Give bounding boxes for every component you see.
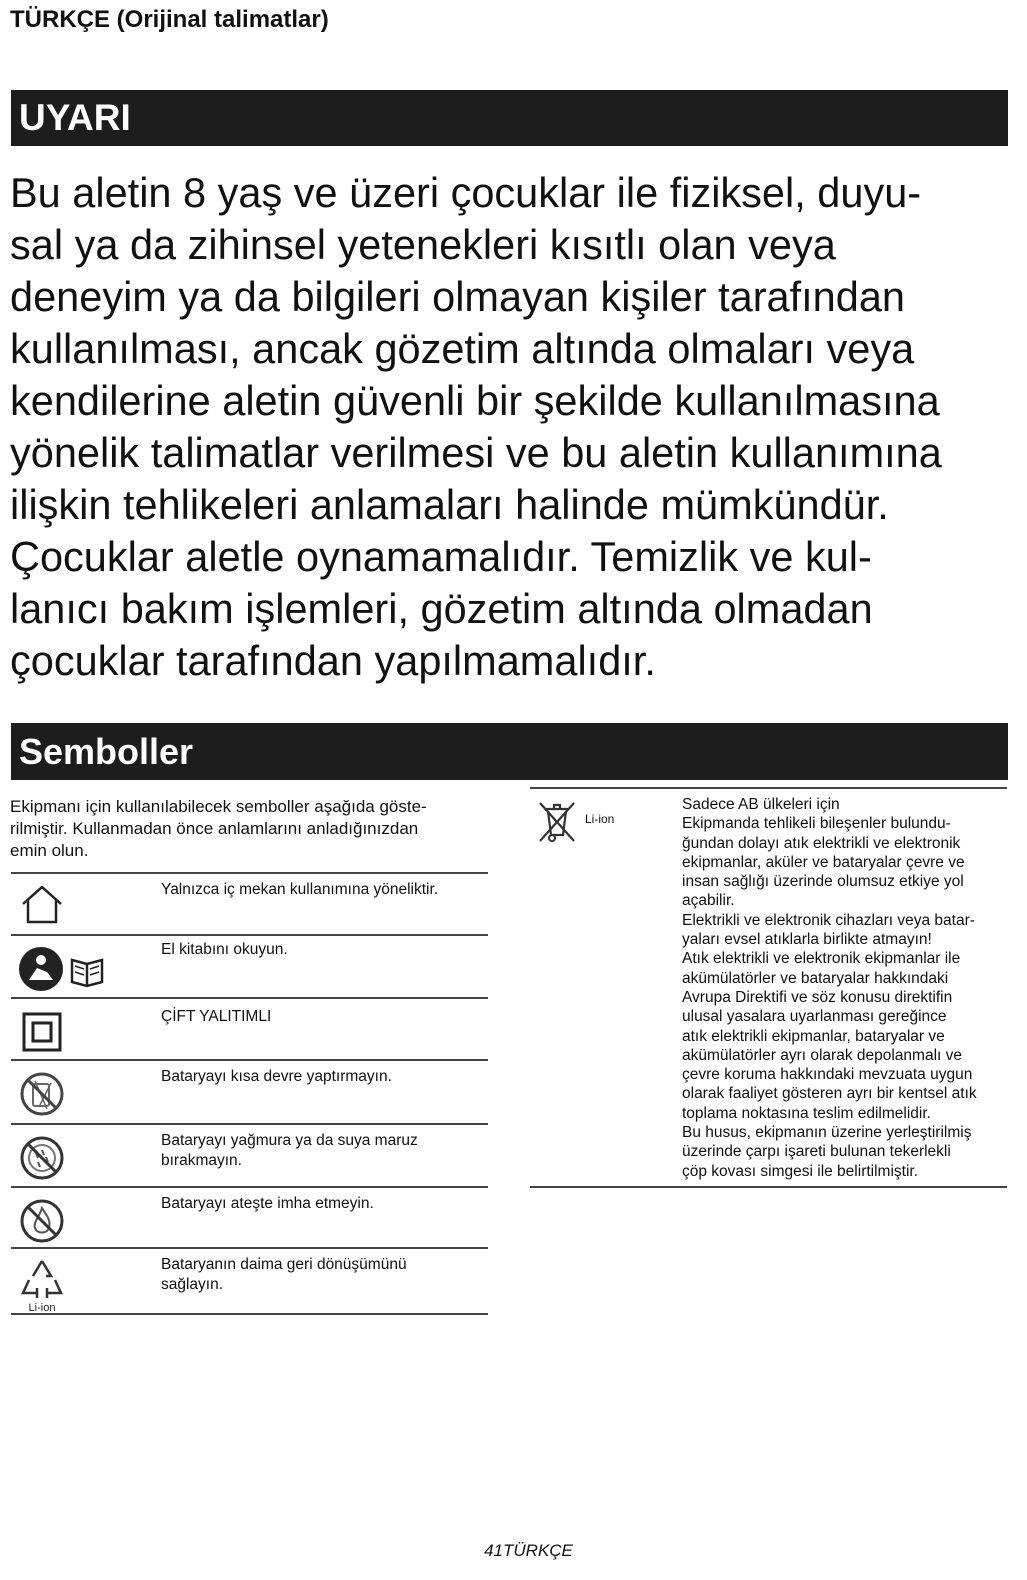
symbol-row-fire bbox=[11, 1186, 488, 1247]
symbol-row-recycle bbox=[11, 1247, 488, 1313]
read-manual-icon bbox=[17, 944, 117, 994]
symbols-intro: Ekipmanı için kullanılabilecek semboller aşağıda göste- rilmiştir. Kullanmadan önce anlamlarını anladığınızdan emin olun. bbox=[10, 797, 427, 860]
double-insulation-icon bbox=[17, 1007, 67, 1057]
eu-disposal-text: Sadece AB ülkeleri için Ekipmanda tehlikeli bileşenler bulundu- ğundan dolayı atık elektrikli ve elektronik ekipmanlar, aküler ve bataryalar çevre ve insan sağlığı üzerinde olumsuz etkiye yol açabilir. Elektrikli ve elektronik cihazları veya batar- yaları evsel atıklarla birlikte atmayın! Atık elektrikli ve elektronik ekipmanlar ile akümülatörler ve bataryalar hakkındaki Avrupa Direktifi ve söz konusu direktifin ulusal yasalara uyarlanması gereğince atık elektrikli ekipmanlar, bataryalar ve akümülatörler ayrı olarak depolanmalı ve çevre koruma hakkındaki mevzuata uygun olarak faaliyet gösteren ayrı bir kentsel atık toplama noktasına teslim edilmelidir. Bu husus, ekipmanın üzerine yerleştirilmiş üzerinde çarpı işareti bulunan tekerlekli çöp kovası simgesi ile belirtilmiştir. bbox=[682, 796, 977, 1180]
li-ion-label: Li-ion bbox=[28, 1302, 56, 1313]
table-rule bbox=[11, 1313, 488, 1315]
no-water-icon bbox=[17, 1133, 67, 1183]
language-heading: TÜRKÇE (Orijinal talimatlar) bbox=[10, 6, 329, 33]
page-number: 41TÜRKÇE bbox=[484, 1541, 573, 1560]
li-ion-label: Li-ion bbox=[585, 812, 615, 826]
symbol-description: Bataryayı yağmura ya da suya maruz bırakmayın. bbox=[161, 1132, 418, 1169]
warning-text: Bu aletin 8 yaş ve üzeri çocuklar ile fiziksel, duyu- sal ya da zihinsel yetenekleri kısıtlı olan veya deneyim ya da bilgileri olmayan kişiler tarafından kullanılması, ancak gözetim altında olmaları veya kendilerine aletin güvenli bir şekilde kullanılmasına yönelik talimatlar verilmesi ve bu aletin kullanımına ilişkin tehlikeleri anlamaları halinde mümkündür. Çocuklar aletle oynamamalıdır. Temizlik ve kul- lanıcı bakım işlemleri, gözetim altında olmadan çocuklar tarafından yapılmamalıdır. bbox=[10, 169, 942, 684]
symbol-row-manual bbox=[11, 934, 488, 997]
table-rule bbox=[530, 1186, 1007, 1188]
table-rule bbox=[530, 787, 1007, 789]
symbol-row-indoor bbox=[11, 872, 488, 934]
symbol-row-short-circuit bbox=[11, 1059, 488, 1123]
symbol-description: Bataryayı kısa devre yaptırmayın. bbox=[161, 1068, 392, 1085]
house-icon bbox=[17, 882, 67, 928]
symbol-description: Bataryayı ateşte imha etmeyin. bbox=[161, 1195, 374, 1212]
no-fire-icon bbox=[17, 1196, 67, 1246]
symbol-description: Bataryanın daima geri dönüşümünü sağlayın. bbox=[161, 1256, 407, 1293]
symbol-description: ÇİFT YALITIMLI bbox=[161, 1008, 272, 1025]
symbol-row-double-insulation bbox=[11, 997, 488, 1059]
warning-title-bar: UYARI bbox=[11, 90, 1008, 146]
symbol-row-water bbox=[11, 1123, 488, 1186]
recycle-battery-icon bbox=[17, 1255, 67, 1313]
crossed-bin-icon bbox=[534, 797, 584, 847]
no-short-circuit-icon bbox=[17, 1069, 67, 1119]
symbol-description: Yalnızca iç mekan kullanımına yöneliktir. bbox=[161, 881, 439, 898]
symbol-description: El kitabını okuyun. bbox=[161, 941, 288, 958]
symbols-title-bar: Semboller bbox=[11, 723, 1008, 780]
